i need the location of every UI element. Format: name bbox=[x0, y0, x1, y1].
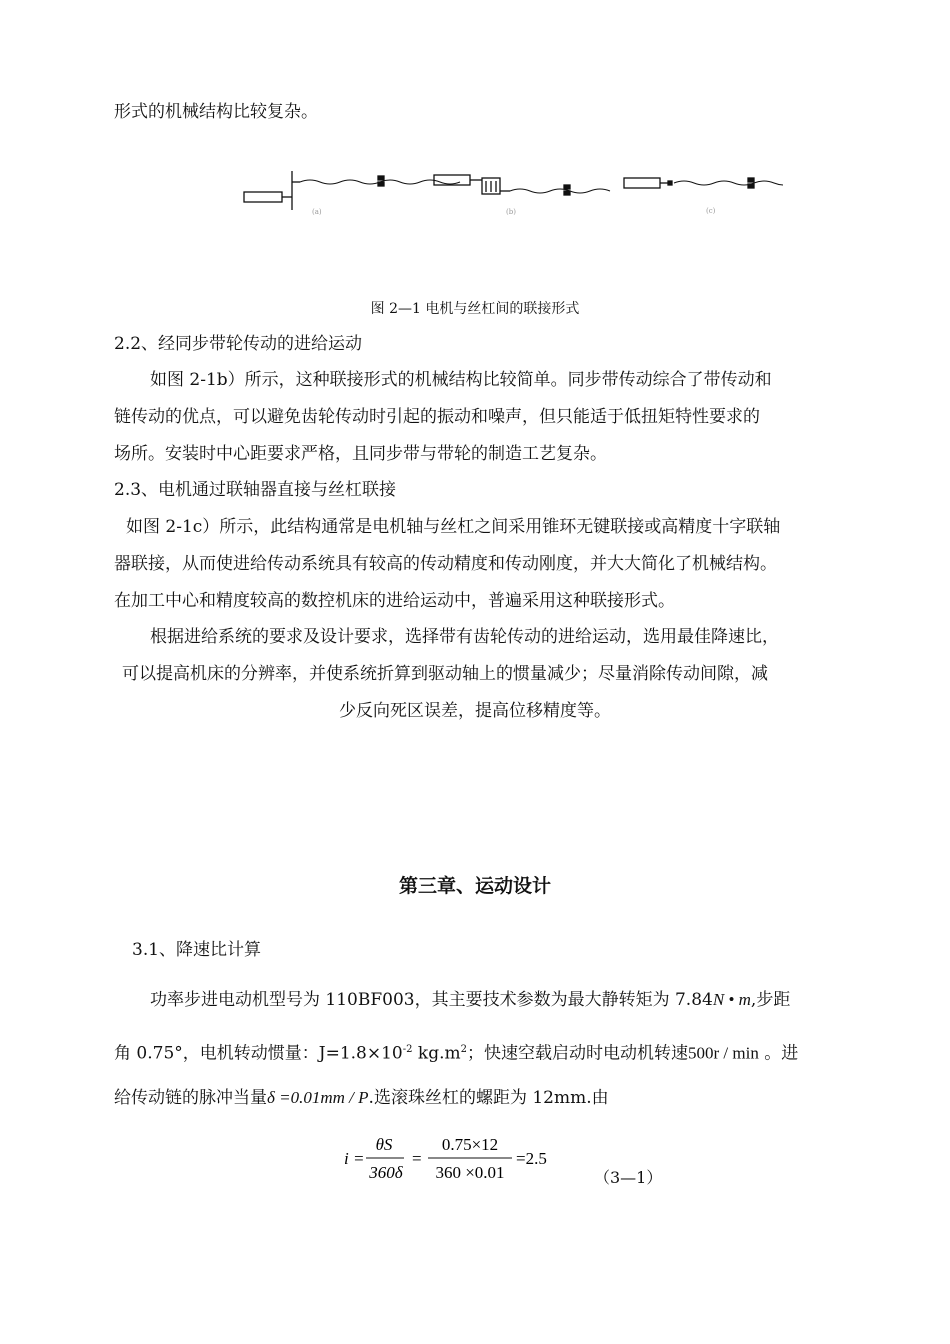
fig-label-a: (a) bbox=[312, 208, 322, 216]
math-pulse-equivalent: δ =0.01mm / P bbox=[267, 1088, 369, 1107]
paragraph-line: 在加工中心和精度较高的数控机床的进给运动中，普遍采用这种联接形式。 bbox=[114, 591, 675, 611]
equation-number: （3—1） bbox=[594, 1168, 663, 1187]
text-run: kg.m bbox=[412, 1043, 461, 1064]
connection-diagram bbox=[238, 165, 783, 225]
text-run: 功率步进电动机型号为 110BF003，其主要技术参数为最大静转矩为 7.84 bbox=[150, 990, 713, 1010]
formula-num1: θS bbox=[375, 1135, 393, 1154]
paragraph-line bbox=[150, 988, 790, 1012]
paragraph-line: 如图 2-1b）所示，这种联接形式的机械结构比较简单。同步带传动综合了带传动和 bbox=[150, 370, 772, 390]
text-run: 。进 bbox=[758, 1043, 799, 1064]
equals-sign: = bbox=[412, 1149, 422, 1168]
paragraph-line: 场所。安装时中心距要求严格，且同步带与带轮的制造工艺复杂。 bbox=[114, 444, 607, 464]
motor-c bbox=[624, 178, 660, 188]
figure-caption: 图 2—1 电机与丝杠间的联接形式 bbox=[370, 301, 580, 317]
text-run: ,步距 bbox=[750, 990, 791, 1010]
motor-a bbox=[244, 192, 282, 202]
fig-label-b: (b) bbox=[506, 208, 516, 216]
formula-den1: 360δ bbox=[369, 1163, 403, 1182]
text-run: ；快速空载启动时电动机转速 bbox=[466, 1043, 688, 1064]
formula-num2: 0.75×12 bbox=[441, 1135, 499, 1154]
text-run: 给传动链的脉冲当量 bbox=[114, 1088, 267, 1108]
math-speed: 500r / min bbox=[687, 1043, 759, 1063]
paragraph-line: 器联接，从而使进给传动系统具有较高的传动精度和传动刚度，并大大简化了机械结构。 bbox=[114, 554, 777, 574]
paragraph-line: 链传动的优点，可以避免齿轮传动时引起的振动和噪声，但只能适于低扭矩特性要求的 bbox=[114, 407, 760, 427]
diagram-a bbox=[244, 171, 460, 210]
paragraph-line: 根据进给系统的要求及设计要求，选择带有齿轮传动的进给运动，选用最佳降速比， bbox=[150, 627, 779, 647]
paragraph-line: 如图 2-1c）所示，此结构通常是电机轴与丝杠之间采用锥环无键联接或高精度十字联轴 bbox=[126, 517, 781, 537]
paragraph-line: 形式的机械结构比较复杂。 bbox=[114, 102, 318, 122]
diagram-c bbox=[624, 178, 783, 188]
math-torque-unit: N • m bbox=[712, 990, 751, 1009]
fig-label-c: (c) bbox=[706, 207, 716, 215]
formula-3-1 bbox=[340, 1128, 580, 1188]
superscript: -2 bbox=[402, 1044, 413, 1055]
paragraph-line bbox=[114, 1038, 798, 1066]
chapter-title: 第三章、运动设计 bbox=[398, 875, 551, 897]
section-heading-3-1: 3.1、降速比计算 bbox=[132, 940, 262, 960]
paragraph-line: 可以提高机床的分辨率，并使系统折算到驱动轴上的惯量减少；尽量消除传动间隙，减 bbox=[122, 664, 768, 684]
section-heading-2-3: 2.3、电机通过联轴器直接与丝杠联接 bbox=[114, 480, 397, 500]
paragraph-line: 少反向死区误差，提高位移精度等。 bbox=[339, 701, 611, 721]
formula-den2: 360 ×0.01 bbox=[435, 1163, 505, 1182]
paragraph-line bbox=[114, 1086, 609, 1110]
diagram-b bbox=[434, 175, 610, 195]
superscript: 2 bbox=[460, 1044, 467, 1055]
text-run: 角 0.75°，电机转动惯量：J=1.8×10 bbox=[114, 1043, 403, 1064]
formula-lhs: i = bbox=[344, 1149, 365, 1168]
formula-result: =2.5 bbox=[516, 1149, 547, 1168]
text-run: .选滚珠丝杠的螺距为 12mm.由 bbox=[368, 1088, 609, 1108]
section-heading-2-2: 2.2、经同步带轮传动的进给运动 bbox=[114, 334, 363, 354]
